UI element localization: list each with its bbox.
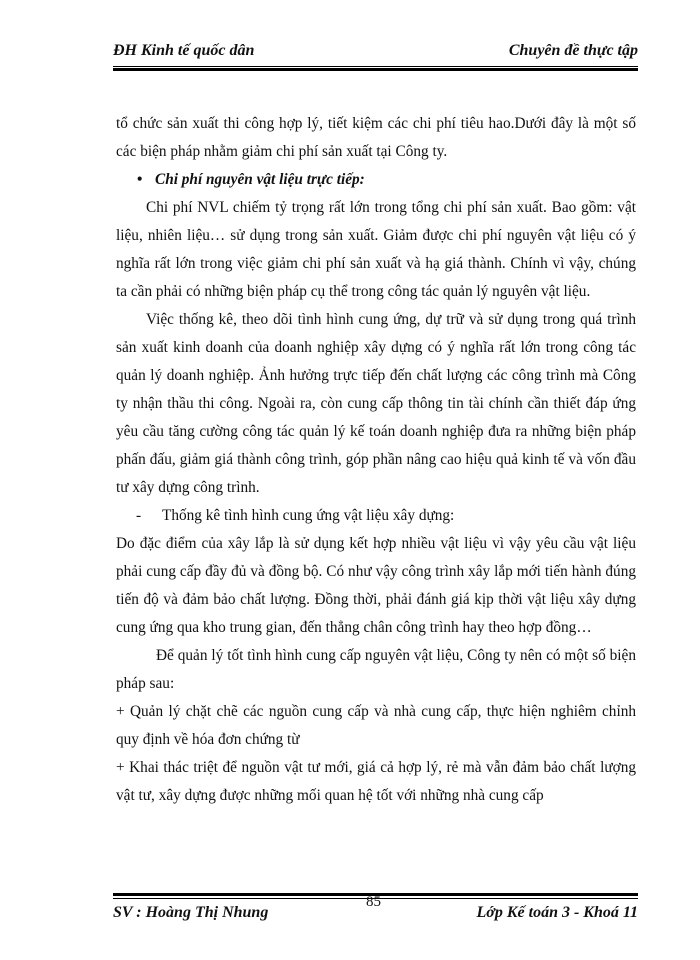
page-header [113,38,638,64]
paragraph-supply: Do đặc điểm của xây lắp là sử dụng kết hợp nhiều vật liệu vì vậy yêu cầu vật liệu phải cung cấp đầy đủ và đồng bộ. Có như vậy công trình xây lắp mới tiến hành đúng tiến độ và đảm bảo chất lượng. Đồng thời, phải đánh giá kịp thời vật liệu xây dựng cung ứng qua kho trung gian, đến thẳng chân công trình hay theo hợp đồng… [116,535,636,636]
paragraph-statistics: Việc thống kê, theo dõi tình hình cung ứng, dự trữ và sử dụng trong quá trình sản xuất kinh doanh của doanh nghiệp xây dựng có ý nghĩa rất lớn trong công tác quản lý doanh nghiệp. Ảnh hưởng trực tiếp đến chất lượng các công trình mà Công ty nhận thầu thi công. Ngoài ra, còn cung cấp thông tin tài chính cần thiết đáp ứng yêu cầu tăng cường công tác quản lý kế toán doanh nghiệp đưa ra những biện pháp phấn đấu, giảm giá thành công trình, góp phần nâng cao hiệu quả kinh tế và vốn đầu tư xây dựng công trình. [116,311,636,496]
page-body [116,110,636,810]
page-footer [113,896,638,926]
header-rule-thick [113,68,638,71]
footer-class: Lớp Kế toán 3 - Khoá 11 [476,904,638,921]
header-rule-thin [113,66,638,67]
dash-item [116,502,636,530]
page-number: 85 [366,894,381,910]
paragraph-measure-2: + Khai thác triệt để nguồn vật tư mới, giá cả hợp lý, rẻ mà vẫn đảm bảo chất lượng vật tư, xây dựng được những mối quan hệ tốt với những nhà cung cấp [116,759,636,804]
dash-icon: - [136,507,142,524]
bullet-icon: • [137,171,143,188]
dash-item-text: Thống kê tình hình cung ứng vật liệu xây dựng: [162,507,455,524]
header-university: ĐH Kinh tế quốc dân [113,42,255,59]
paragraph-intro: tổ chức sản xuất thi công hợp lý, tiết kiệm các chi phí tiêu hao.Dưới đây là một số các biện pháp nhằm giảm chi phí sản xuất tại Công ty. [116,115,636,160]
paragraph-measure-1: + Quản lý chặt chẽ các nguồn cung cấp và nhà cung cấp, thực hiện nghiêm chỉnh quy định về hóa đơn chứng từ [116,703,636,748]
header-report-title: Chuyên đề thực tập [508,42,638,59]
footer-student-name: SV : Hoàng Thị Nhung [113,904,269,921]
bullet-heading [116,166,636,194]
bullet-heading-text: Chi phí nguyên vật liệu trực tiếp: [155,171,365,188]
paragraph-measures: Để quản lý tốt tình hình cung cấp nguyên vật liệu, Công ty nên có một số biện pháp sau: [116,647,636,692]
paragraph-material-cost: Chi phí NVL chiếm tỷ trọng rất lớn trong tổng chi phí sản xuất. Bao gồm: vật liệu, nhiên liệu… sử dụng trong sản xuất. Giảm được chi phí nguyên vật liệu có ý nghĩa rất lớn trong việc giảm chi phí sản xuất và hạ giá thành. Chính vì vậy, chúng ta cần phải có những biện pháp cụ thể trong công tác quản lý nguyên vật liệu. [116,199,636,300]
